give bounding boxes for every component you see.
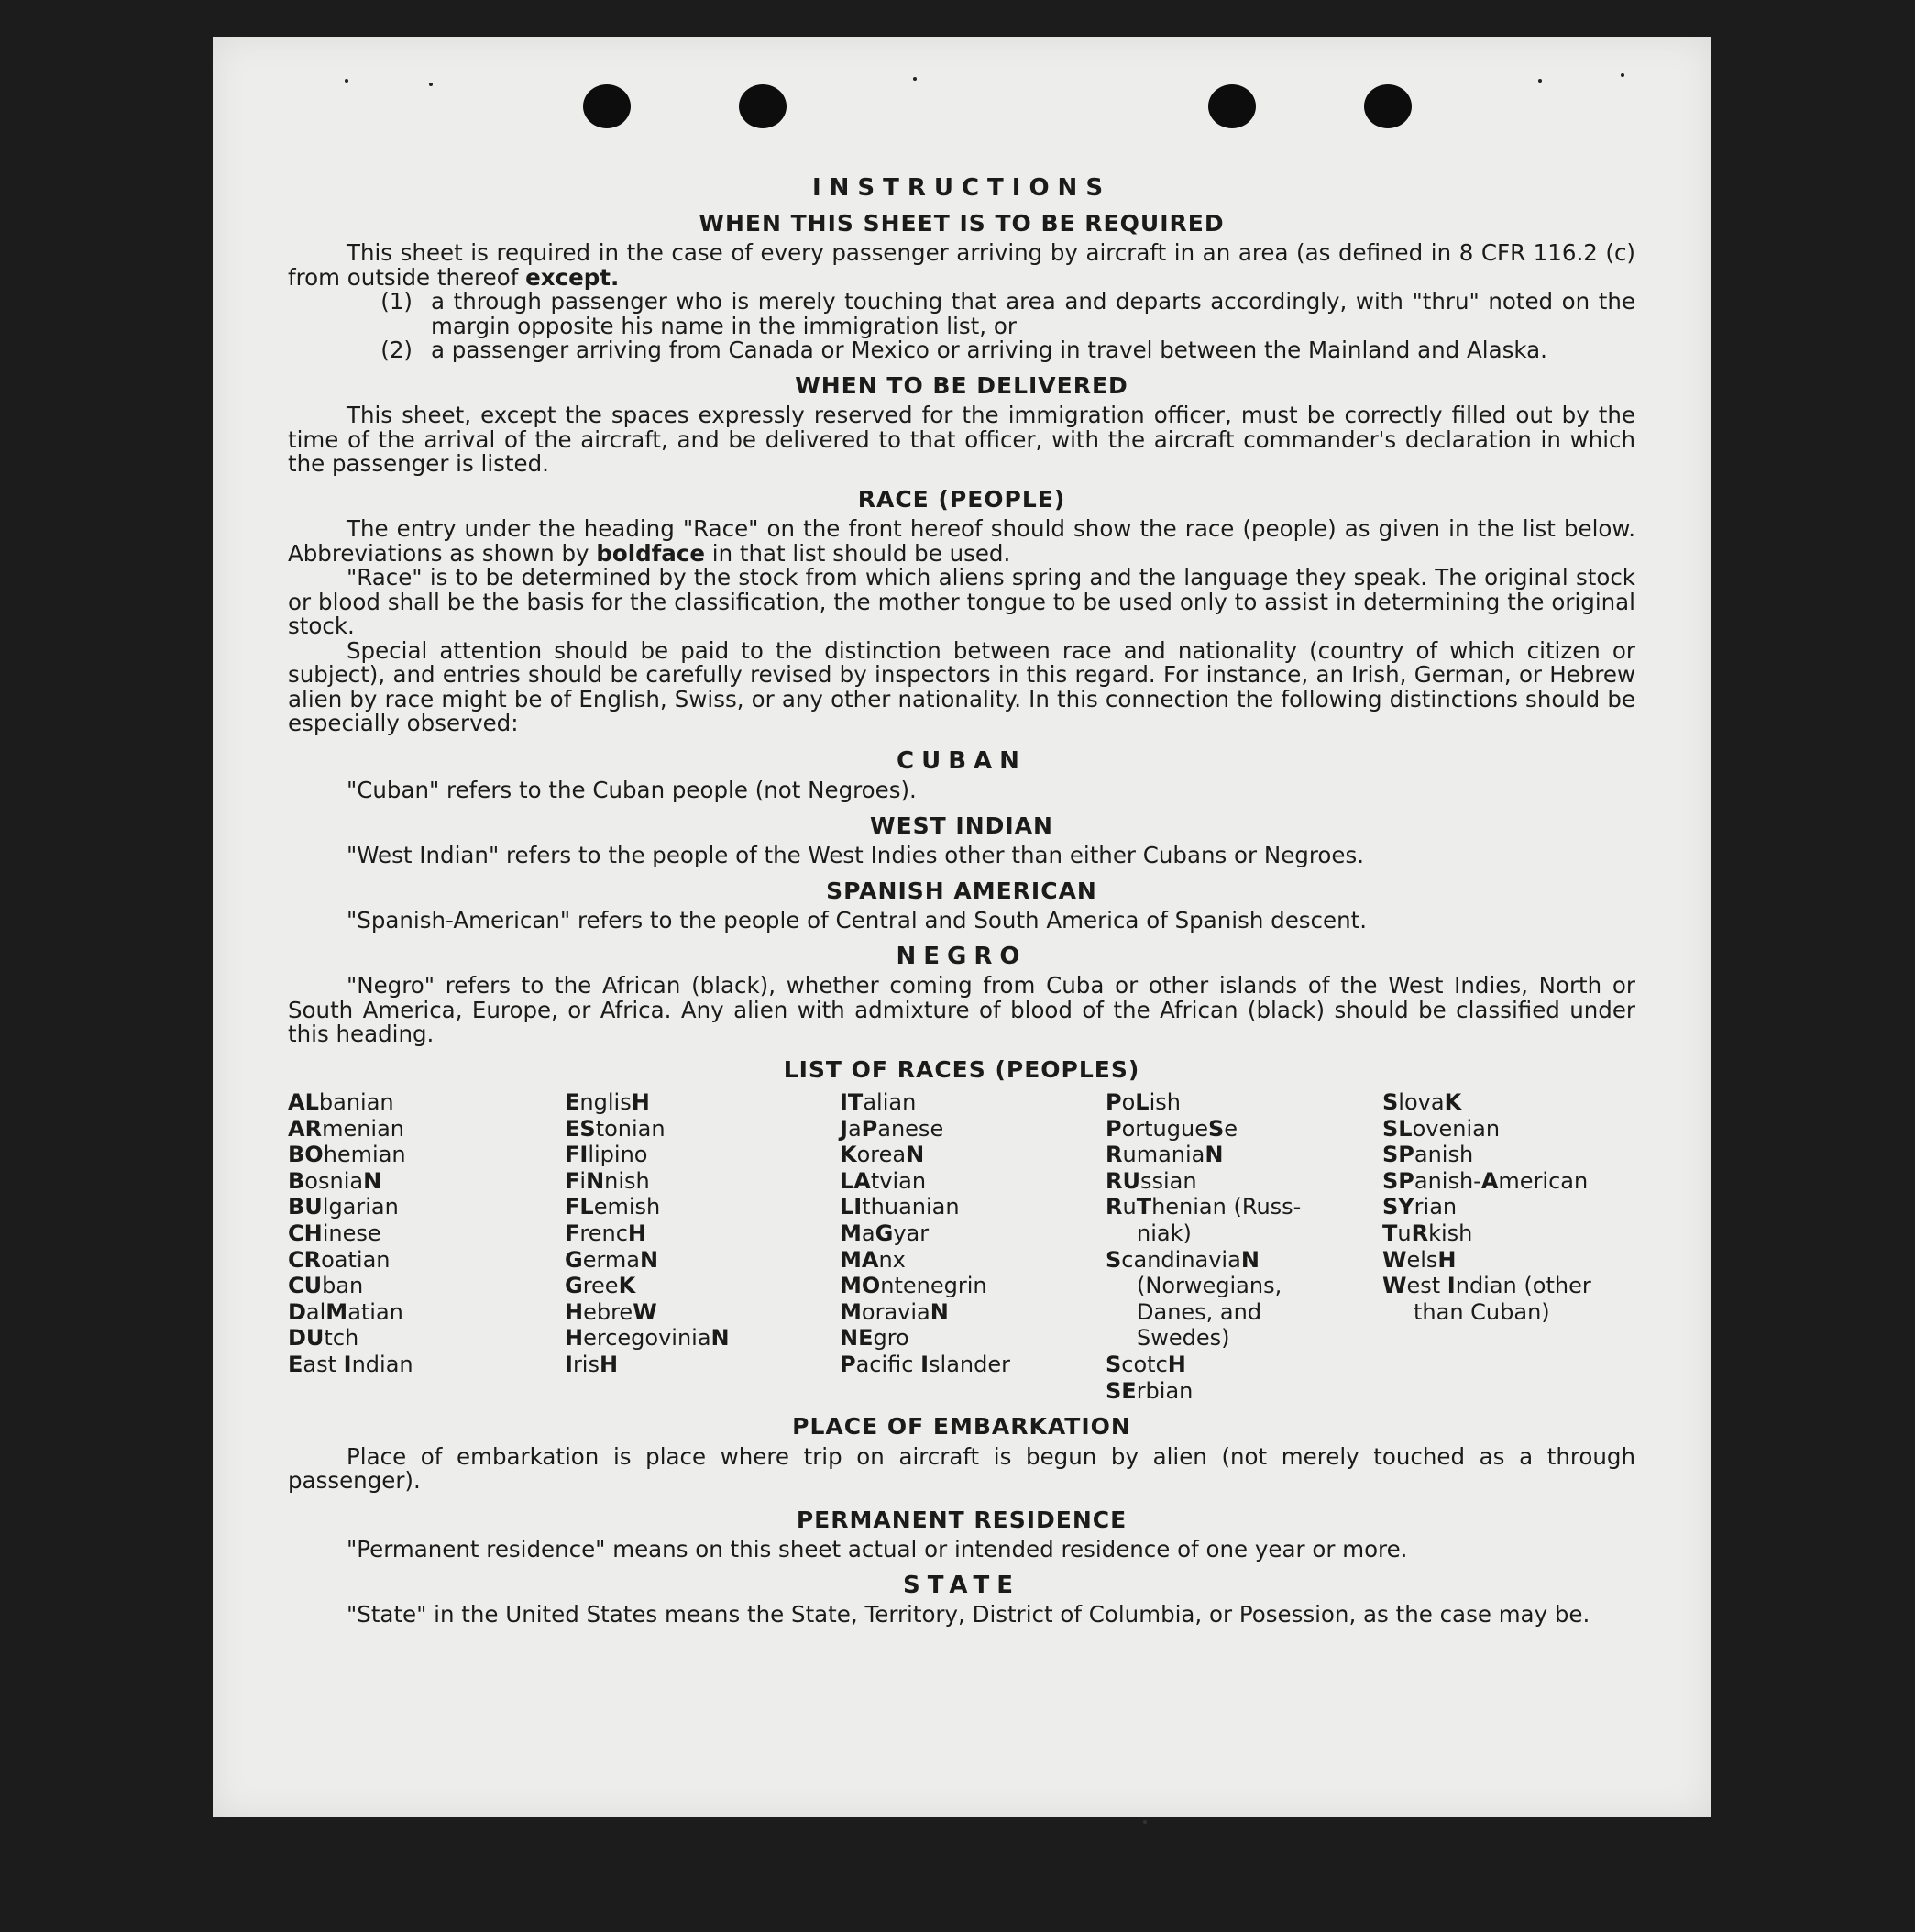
race-entry: GermaN — [565, 1246, 659, 1273]
section-heading-negro: NEGRO — [896, 942, 1028, 970]
race-paragraph-1: The entry under the heading "Race" on the front hereof should show the race (people) as given in the list below. Abbreviations as shown by boldface in that list should be used. — [288, 515, 1635, 567]
race-paragraph-2: "Race" is to be determined by the stock from which aliens spring and the language they speak. The original stock or blood shall be the basis for the classification, the mother tongue to be used only to assist in determining the original stock. — [288, 564, 1635, 639]
section-heading-west-indian: WEST INDIAN — [870, 811, 1053, 839]
race-entry: Pacific Islander — [840, 1351, 1011, 1377]
race-entry: ITalian — [840, 1089, 917, 1115]
document-sheet — [213, 37, 1711, 1817]
punch-hole — [1364, 84, 1412, 128]
speck — [913, 77, 917, 81]
race-entry: FIlipino — [565, 1142, 648, 1168]
races-column-5 — [1382, 1089, 1635, 1404]
race-entry: TuRkish — [1382, 1220, 1473, 1246]
page-title: INSTRUCTIONS — [811, 174, 1112, 202]
race-entry: CUban — [288, 1273, 364, 1299]
race-entry: HebreW — [565, 1298, 657, 1325]
section-heading-state: STATE — [902, 1571, 1021, 1599]
race-entry: BUlgarian — [288, 1194, 399, 1220]
embarkation-text: Place of embarkation is place where trip on aircraft is begun by alien (not merely touched as a through passenger). — [288, 1442, 1635, 1495]
punch-hole — [739, 84, 787, 128]
speck — [345, 79, 348, 83]
race-entry: ScotcH — [1106, 1351, 1186, 1377]
section-heading-cuban: CUBAN — [897, 746, 1027, 775]
section-heading-race: RACE (PEOPLE) — [857, 485, 1066, 513]
races-column-1 — [288, 1089, 565, 1404]
state-text: "State" in the United States means the State, Territory, District of Columbia, or Posession, as the case may be. — [347, 1601, 1590, 1628]
race-entry: NEgro — [840, 1325, 909, 1352]
list-of-races-heading: LIST OF RACES (PEOPLES) — [783, 1055, 1140, 1083]
race-entry: SYrian — [1382, 1194, 1458, 1220]
race-entry: BosniaN — [288, 1167, 382, 1194]
section-heading-residence: PERMANENT RESIDENCE — [796, 1506, 1128, 1533]
races-list — [288, 1089, 1635, 1404]
race-entry: than Cuban) — [1414, 1298, 1550, 1325]
cuban-text: "Cuban" refers to the Cuban people (not Negroes). — [347, 777, 917, 803]
speck — [1621, 73, 1624, 77]
race-entry: MAnx — [840, 1246, 906, 1273]
race-entry: ScandinaviaN — [1106, 1246, 1260, 1273]
race-entry: FiNnish — [565, 1167, 650, 1194]
speck — [1538, 79, 1542, 83]
speck — [1143, 1820, 1147, 1824]
race-entry: EStonian — [565, 1115, 666, 1142]
race-entry: Swedes) — [1137, 1325, 1230, 1352]
section-heading-delivered: WHEN TO BE DELIVERED — [795, 371, 1128, 399]
race-entry: SlovaK — [1382, 1089, 1462, 1115]
required-intro: This sheet is required in the case of every passenger arriving by aircraft in an area (as defined in 8 CFR 116.2 (c) from outside thereof except. — [288, 239, 1635, 291]
race-entry: RumaniaN — [1106, 1142, 1224, 1168]
exception-item-2: (2) a passenger arriving from Canada or Mexico or arriving in travel between the Mainland and Alaska. — [380, 337, 1547, 363]
race-entry: FrencH — [565, 1220, 647, 1246]
race-entry: SErbian — [1106, 1377, 1194, 1404]
race-entry: HercegoviniaN — [565, 1325, 730, 1352]
punch-hole — [1208, 84, 1256, 128]
race-entry: East Indian — [288, 1351, 413, 1377]
spanish-american-text: "Spanish-American" refers to the people of Central and South America of Spanish descent. — [347, 907, 1368, 933]
race-entry: ARmenian — [288, 1115, 405, 1142]
race-entry: JaPanese — [840, 1115, 944, 1142]
race-entry: RuThenian (Russ- — [1106, 1194, 1302, 1220]
exception-item-1: (1) a through passenger who is merely touching that area and departs accordingly, with "thru" noted on the margin opposite his name in the immigration list, or — [380, 288, 1635, 339]
speck — [429, 83, 433, 86]
section-heading-required: WHEN THIS SHEET IS TO BE REQUIRED — [699, 209, 1225, 237]
race-entry: LAtvian — [840, 1167, 927, 1194]
race-entry: FLemish — [565, 1194, 661, 1220]
race-entry: ALbanian — [288, 1089, 394, 1115]
negro-text: "Negro" refers to the African (black), whether coming from Cuba or other islands of the West Indies, North or South America, Europe, or Africa. Any alien with admixture of blood of the African (black) should be classified under this heading. — [288, 972, 1635, 1047]
race-entry: SLovenian — [1382, 1115, 1501, 1142]
race-entry: MOntenegrin — [840, 1273, 987, 1299]
races-column-3 — [840, 1089, 1106, 1404]
race-entry: West Indian (other — [1382, 1273, 1591, 1299]
race-entry: SPanish — [1382, 1142, 1474, 1168]
race-entry: CRoatian — [288, 1246, 391, 1273]
races-column-4 — [1106, 1089, 1382, 1404]
race-entry: (Norwegians, — [1137, 1273, 1282, 1299]
races-column-2 — [565, 1089, 840, 1404]
punch-hole — [583, 84, 631, 128]
race-entry: IrisH — [565, 1351, 619, 1377]
race-entry: PortugueSe — [1106, 1115, 1238, 1142]
section-heading-embarkation: PLACE OF EMBARKATION — [792, 1413, 1131, 1441]
race-entry: niak) — [1137, 1220, 1192, 1246]
race-entry: PoLish — [1106, 1089, 1181, 1115]
race-entry: BOhemian — [288, 1142, 406, 1168]
race-entry: KoreaN — [840, 1142, 925, 1168]
race-paragraph-3: Special attention should be paid to the distinction between race and nationality (country of which citizen or subject), and entries should be carefully revised by inspectors in this regard. For instance, an Irish, German, or Hebrew alien by race might be of English, Swiss, or any other nationality. In this connection the following distinctions should be especially observed: — [288, 636, 1635, 736]
race-entry: RUssian — [1106, 1167, 1197, 1194]
race-entry: Danes, and — [1137, 1298, 1262, 1325]
race-entry: WelsH — [1382, 1246, 1457, 1273]
race-entry: DalMatian — [288, 1298, 403, 1325]
residence-text: "Permanent residence" means on this sheet actual or intended residence of one year or more. — [347, 1536, 1408, 1563]
race-entry: LIthuanian — [840, 1194, 960, 1220]
race-entry: DUtch — [288, 1325, 359, 1352]
race-entry: MoraviaN — [840, 1298, 949, 1325]
section-heading-spanish-american: SPANISH AMERICAN — [826, 877, 1097, 904]
race-entry: MaGyar — [840, 1220, 930, 1246]
race-entry: GreeK — [565, 1273, 636, 1299]
instructions-content — [288, 176, 1635, 1628]
race-entry: EnglisH — [565, 1089, 650, 1115]
race-entry: CHinese — [288, 1220, 381, 1246]
delivered-text: This sheet, except the spaces expressly reserved for the immigration officer, must be correctly filled out by the time of the arrival of the aircraft, and be delivered to that officer, with the aircraft commander's declaration in which the passenger is listed. — [288, 402, 1635, 477]
race-entry: SPanish-American — [1382, 1167, 1589, 1194]
west-indian-text: "West Indian" refers to the people of the West Indies other than either Cubans or Negroes. — [347, 842, 1365, 868]
